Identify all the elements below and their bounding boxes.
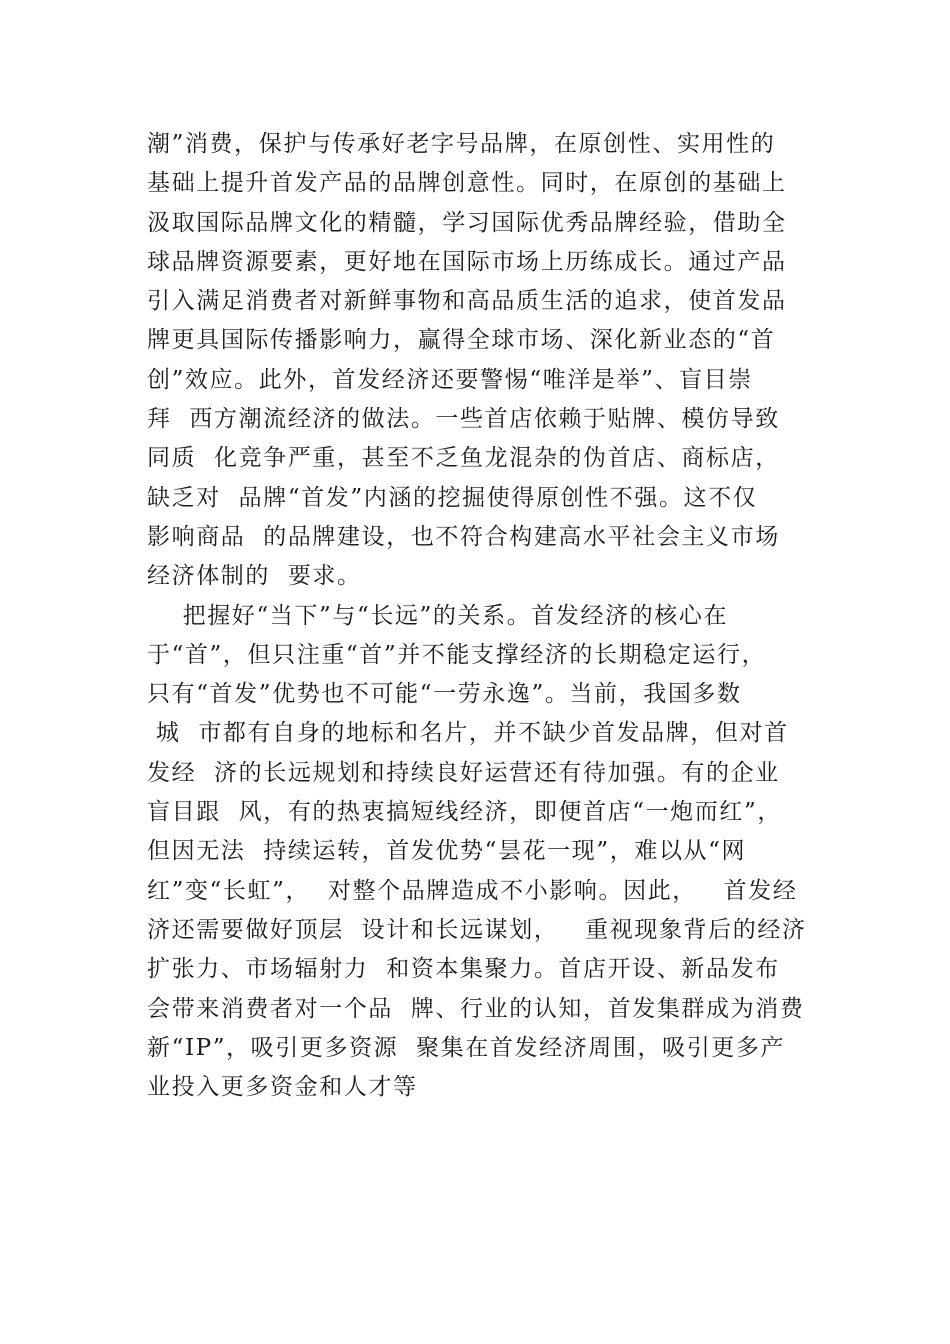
paragraph-start-line: 把握好“当下”与“长远”的关系。首发经济的核心在 (147, 602, 729, 629)
text-line: 影响商品 的品牌建设，也不符合构建高水平社会主义市场 (147, 523, 780, 550)
text-line: 新“IP”，吸引更多资源 聚集在首发经济周围，吸引更多产 (147, 1034, 786, 1061)
text-line: 发经 济的长远规划和持续良好运营还有待加强。有的企业 (147, 759, 780, 786)
text-line: 会带来消费者对一个品 牌、行业的认知，首发集群成为消费 (147, 995, 805, 1022)
text-line: 经济体制的 要求。 (147, 563, 362, 590)
text-line: 扩张力、市场辐射力 和资本集聚力。首店开设、新品发布 (147, 956, 780, 983)
text-line: 拜 西方潮流经济的做法。一些首店依赖于贴牌、模仿导致 (147, 406, 780, 433)
text-line: 同质 化竞争严重，甚至不乏鱼龙混杂的伪首店、商标店， (147, 445, 780, 472)
text-line: 只有“首发”优势也不可能“一劳永逸”。当前，我国多数 (147, 681, 742, 708)
text-line: 红”变“长虹”， 对整个品牌造成不小影响。因此， 首发经 (147, 877, 798, 904)
body-text (147, 125, 812, 1107)
text-line: 基础上提升首发产品的品牌创意性。同时，在原创的基础上 (147, 170, 787, 197)
text-line: 缺乏对 品牌“首发”内涵的挖掘使得原创性不强。这不仅 (147, 484, 758, 511)
text-line: 盲目跟 风，有的热衷搞短线经济，即便首店“一炮而红”， (147, 799, 782, 826)
text-line: 业投入更多资金和人才等 (147, 1074, 418, 1101)
text-line: 创”效应。此外，首发经济还要警惕“唯洋是举”、盲目崇 (147, 366, 753, 393)
text-line: 济还需要做好顶层 设计和长远谋划， 重视现象背后的经济 (147, 916, 807, 943)
text-line: 引入满足消费者对新鲜事物和高品质生活的追求，使首发品 (147, 288, 787, 315)
text-line: 但因无法 持续运转，首发优势“昙花一现”，难以从“网 (147, 838, 747, 865)
text-line: 牌更具国际传播影响力，赢得全球市场、深化新业态的“首 (147, 327, 776, 354)
text-line: 球品牌资源要素，更好地在国际市场上历练成长。通过产品 (147, 248, 787, 275)
text-line: 汲取国际品牌文化的精髓，学习国际优秀品牌经验，借助全 (147, 209, 787, 236)
text-line: 城 市都有自身的地标和名片，并不缺少首发品牌，但对首 (147, 720, 789, 747)
text-line: 潮”消费，保护与传承好老字号品牌，在原创性、实用性的 (147, 131, 776, 157)
text-line: 于“首”，但只注重“首”并不能支撑经济的长期稳定运行， (147, 641, 767, 668)
